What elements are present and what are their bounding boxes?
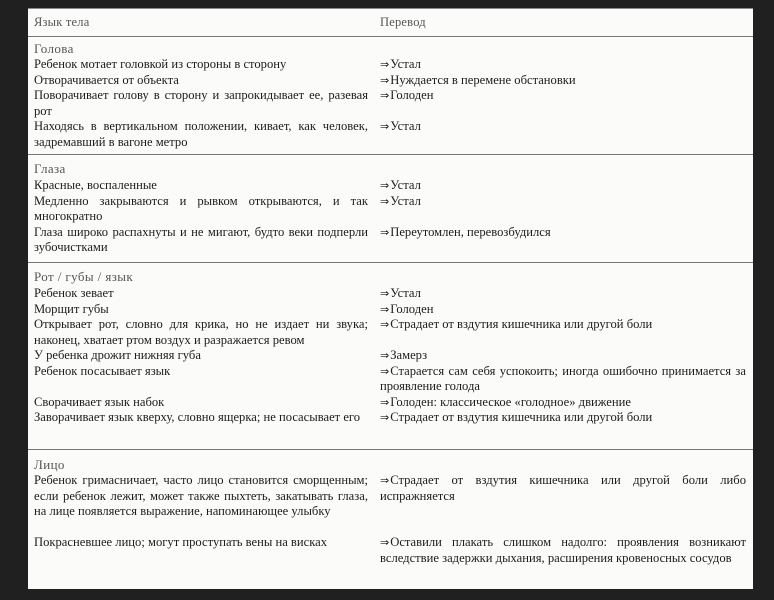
arrow-icon: ⇒	[380, 58, 390, 71]
meaning-text: Оставили плакать слишком надолго: проявления возникают вследствие задержки дыхания, расширения кровеносных сосудов	[380, 535, 746, 565]
row-meaning	[380, 535, 746, 566]
row-meaning	[380, 119, 746, 135]
meaning-text: Голоден	[390, 301, 434, 316]
meaning-text: Устал	[390, 193, 421, 208]
arrow-icon: ⇒	[380, 179, 390, 192]
section-title: Рот / губы / язык	[34, 269, 134, 284]
row-meaning	[380, 410, 746, 426]
arrow-icon: ⇒	[380, 474, 390, 487]
meaning-text: Переутомлен, перевозбудился	[390, 224, 551, 239]
meaning-text: Устал	[390, 286, 421, 300]
arrow-icon: ⇒	[380, 395, 390, 409]
row-body-cue: Заворачивает язык кверху, словно ящерка; не посасывает его	[34, 410, 361, 424]
row-meaning	[380, 473, 746, 504]
meaning-text: Устал	[390, 57, 421, 71]
arrow-icon: ⇒	[380, 318, 390, 331]
row-meaning	[380, 178, 746, 194]
arrow-icon: ⇒	[380, 287, 390, 300]
row-meaning	[380, 364, 746, 395]
section-title: Лицо	[34, 457, 65, 472]
row-meaning	[380, 317, 746, 333]
row-body-cue: Открывает рот, словно для крика, но не издает ни звука; наконец, хватает ртом воздух и разражается ревом	[34, 317, 368, 347]
row-meaning	[380, 225, 746, 241]
meaning-text: Страдает от вздутия кишечника или другой боли	[390, 317, 653, 331]
arrow-icon: ⇒	[380, 302, 390, 316]
row-body-cue: Ребенок посасывает язык	[34, 363, 171, 378]
meaning-text: Замерз	[390, 348, 428, 362]
section-eyes	[28, 155, 753, 263]
row-meaning	[380, 395, 746, 411]
arrow-icon: ⇒	[380, 89, 390, 102]
row-body-cue: Красные, воспаленные	[34, 178, 157, 192]
meaning-text: Голоден: классическое «голодное» движение	[390, 394, 631, 409]
arrow-icon: ⇒	[380, 349, 390, 362]
meaning-text: Устал	[390, 119, 421, 133]
arrow-icon: ⇒	[380, 411, 390, 424]
arrow-icon: ⇒	[380, 225, 390, 239]
row-body-cue: Покрасневшее лицо; могут проступать вены на висках	[34, 535, 328, 549]
meaning-text: Страдает от вздутия кишечника или другой боли	[390, 410, 653, 424]
row-meaning	[380, 57, 746, 73]
section-title: Голова	[34, 41, 74, 56]
arrow-icon: ⇒	[380, 120, 390, 133]
arrow-icon: ⇒	[380, 194, 390, 208]
section-face	[28, 450, 753, 586]
row-meaning	[380, 88, 746, 104]
row-body-cue: Глаза широко распахнуты и не мигают, будто веки подперли зубочистками	[34, 224, 368, 254]
arrow-icon: ⇒	[380, 536, 390, 549]
meaning-text: Страдает от вздутия кишечника или другой боли либо испражняется	[380, 473, 746, 503]
section-mouth	[28, 263, 753, 450]
row-body-cue: Поворачивает голову в сторону и запрокидывает ее, разевая рот	[34, 88, 368, 118]
row-body-cue: Ребенок мотает головкой из стороны в сторону	[34, 57, 287, 71]
section-head	[28, 37, 753, 155]
row-body-cue: У ребенка дрожит нижняя губа	[34, 348, 201, 362]
row-body-cue: Сворачивает язык набок	[34, 394, 165, 409]
header-translation: Перевод	[380, 15, 426, 29]
row-body-cue: Медленно закрываются и рывком открываются, и так многократно	[34, 193, 368, 223]
arrow-icon: ⇒	[380, 364, 390, 378]
row-meaning	[380, 348, 746, 364]
row-body-cue: Отворачивается от объекта	[34, 72, 179, 87]
row-body-cue: Ребенок гримасничает, часто лицо становится сморщенным; если ребенок лежит, может также пыхтеть, закатывать глаза, на лице появляется выражение, напоминающее улыбку	[34, 473, 368, 518]
row-body-cue: Находясь в вертикальном положении, кивает, как человек, задремавший в вагоне метро	[34, 119, 368, 149]
meaning-text: Нуждается в перемене обстановки	[390, 72, 576, 87]
table-header	[28, 9, 753, 37]
row-meaning	[380, 73, 746, 89]
meaning-text: Голоден	[390, 88, 434, 102]
arrow-icon: ⇒	[380, 73, 390, 87]
body-language-table	[28, 8, 753, 589]
row-meaning	[380, 286, 746, 302]
row-body-cue: Ребенок зевает	[34, 286, 114, 300]
row-meaning	[380, 194, 746, 210]
header-body-language: Язык тела	[34, 15, 90, 29]
row-meaning	[380, 302, 746, 318]
meaning-text: Старается сам себя успокоить; иногда ошибочно принимается за проявление голода	[380, 363, 746, 393]
section-title: Глаза	[34, 161, 66, 176]
row-body-cue: Морщит губы	[34, 301, 109, 316]
meaning-text: Устал	[390, 178, 421, 192]
